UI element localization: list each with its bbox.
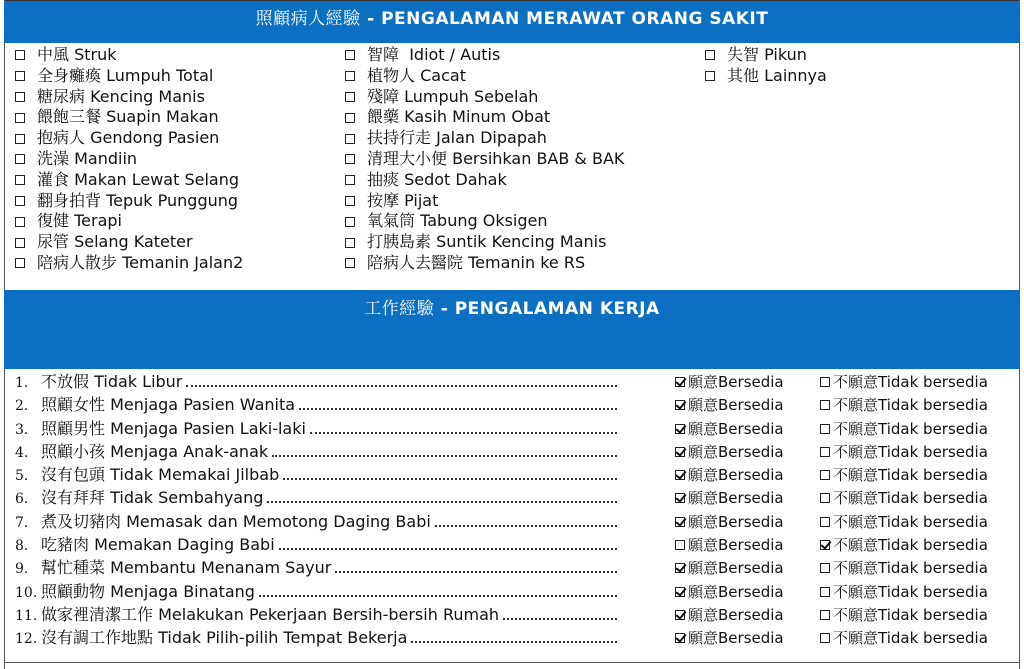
table-row [15,581,1015,604]
option-bersedia-zh: 願意 [688,512,719,531]
option-bersedia-zh: 願意 [688,396,719,415]
option-tidak-bersedia-zh: 不願意 [833,373,879,391]
checkbox-tidak-bersedia[interactable] [820,424,830,434]
option-tidak-bersedia-id: Tidak bersedia [878,582,988,601]
bottom-divider [4,662,1020,663]
checkbox[interactable] [345,92,355,102]
checkbox-tidak-bersedia[interactable] [820,447,830,457]
work-item-label-id: Membantu Menanam Sayur [110,558,332,578]
option-bersedia[interactable] [675,581,784,603]
work-title-zh: 工作經驗 [364,299,435,319]
dotted-leader [503,606,617,620]
care-item[interactable] [15,232,243,253]
care-column-2 [345,45,624,274]
work-item-label-zh: 照顧動物 [41,581,106,601]
care-item-label-zh: 按摩 [367,190,400,210]
work-item-label-zh: 照顧男性 [41,418,106,438]
care-item-label-zh: 翻身拍背 [37,190,102,210]
work-item-label-zh: 吃豬肉 [41,535,90,555]
dotted-leader [272,443,617,457]
work-title-id: PENGALAMAN KERJA [454,299,660,319]
option-bersedia-zh: 願意 [688,373,719,391]
care-section-header [4,1,1020,43]
checkbox[interactable] [15,175,25,185]
care-item[interactable] [15,66,243,87]
checkbox[interactable] [345,175,355,185]
work-item-label [15,534,617,557]
option-bersedia-id: Bersedia [718,559,784,578]
care-item[interactable] [345,253,624,274]
checkbox-bersedia[interactable] [675,400,685,410]
care-item-label-zh: 陪病人散步 [37,252,118,272]
work-item-label-zh: 煮及切豬肉 [41,511,122,531]
checkbox-tidak-bersedia[interactable] [820,610,830,620]
option-bersedia[interactable] [675,511,784,533]
work-item-label-id: Menjaga Pasien Wanita [110,395,296,415]
option-tidak-bersedia[interactable] [820,418,988,440]
care-item-label-zh: 智障 [367,45,400,64]
care-item-label-id: Kasih Minum Obat [404,107,551,127]
work-item-label-zh: 沒有包頭 [41,465,106,485]
care-item[interactable] [15,191,243,212]
checkbox[interactable] [15,134,25,144]
care-item-label-zh: 打胰島素 [367,232,432,252]
care-item-label-id: Suntik Kencing Manis [436,232,607,252]
checkbox-tidak-bersedia[interactable] [820,470,830,480]
care-item-label-zh: 植物人 [367,65,416,85]
checkbox[interactable] [15,196,25,206]
checkbox-bersedia[interactable] [675,377,685,387]
option-tidak-bersedia-id: Tidak bersedia [878,396,988,415]
option-tidak-bersedia[interactable] [820,534,988,556]
care-item-label-zh: 其他 [727,65,760,85]
care-item[interactable] [345,170,624,191]
work-item-label [15,511,617,534]
table-row [15,371,1015,394]
care-item-label-id: Kencing Manis [90,86,205,106]
care-item-label-id: Bersihkan BAB & BAK [452,148,625,168]
row-number: 3. [15,421,29,438]
option-tidak-bersedia-zh: 不願意 [833,442,879,461]
row-number: 5. [15,468,29,485]
checkbox-tidak-bersedia[interactable] [820,493,830,503]
option-bersedia-zh: 願意 [688,419,719,438]
option-bersedia-id: Bersedia [718,536,784,555]
table-row [15,418,1015,441]
care-item-label-id: Jalan Dipapah [436,128,547,148]
option-tidak-bersedia-id: Tidak bersedia [878,536,988,555]
care-item-label-id: Pikun [764,45,807,64]
care-column-3 [705,45,827,87]
care-item-label-id: Makan Lewat Selang [74,169,240,189]
checkbox[interactable] [345,154,355,164]
option-bersedia[interactable] [675,604,784,626]
option-bersedia-zh: 願意 [688,582,719,601]
care-item-label-zh: 糖尿病 [37,86,86,106]
care-item-label-zh: 失智 [727,45,760,64]
work-item-label-zh: 照顧女性 [41,395,106,415]
option-tidak-bersedia-id: Tidak bersedia [878,559,988,578]
work-item-label-zh: 幫忙種菜 [41,558,106,578]
care-item-label-zh: 清理大小便 [367,148,448,168]
option-bersedia-id: Bersedia [718,489,784,508]
table-row [15,394,1015,417]
work-item-label [15,464,617,487]
option-tidak-bersedia-zh: 不願意 [833,559,879,578]
option-bersedia[interactable] [675,627,784,649]
table-row [15,487,1015,510]
work-item-label-id: Memasak dan Memotong Daging Babi [126,511,431,531]
care-item-label-zh: 尿管 [37,232,70,252]
care-item-label-id: Tepuk Punggung [106,190,239,210]
care-item-label-zh: 陪病人去醫院 [367,252,464,272]
work-item-label [15,604,617,627]
care-item[interactable] [15,211,243,232]
option-tidak-bersedia-id: Tidak bersedia [878,373,988,391]
checkbox[interactable] [15,92,25,102]
work-item-label [15,487,617,510]
care-item-label-id: Pijat [404,190,439,210]
checkbox-bersedia[interactable] [675,633,685,643]
work-item-label-zh: 做家裡清潔工作 [41,604,154,624]
row-number: 12. [15,631,38,648]
checkbox-bersedia[interactable] [675,517,685,527]
work-item-label-id: Menjaga Binatang [110,581,255,601]
checkbox-tidak-bersedia[interactable] [820,377,830,387]
work-section-title [4,290,1020,327]
option-bersedia-id: Bersedia [718,419,784,438]
work-item-label-zh: 不放假 [41,372,90,391]
option-tidak-bersedia-zh: 不願意 [833,629,879,648]
checkbox-bersedia[interactable] [675,424,685,434]
option-tidak-bersedia-zh: 不願意 [833,396,879,415]
option-tidak-bersedia-zh: 不願意 [833,605,879,624]
option-tidak-bersedia-zh: 不願意 [833,419,879,438]
care-item-label-zh: 氧氣筒 [367,211,416,231]
option-tidak-bersedia[interactable] [820,394,988,416]
care-item-label-zh: 餵飽三餐 [37,107,102,127]
row-number: 4. [15,444,29,461]
option-bersedia-zh: 願意 [688,536,719,555]
work-item-label-id: Menjaga Anak-anak [110,441,269,461]
care-item[interactable] [15,107,243,128]
care-item[interactable] [345,87,624,108]
care-title-separator: - [360,9,382,29]
table-row [15,627,1015,650]
dotted-leader [411,629,617,643]
table-row [15,511,1015,534]
care-title-zh: 照顧病人經驗 [255,9,361,29]
option-bersedia-id: Bersedia [718,512,784,531]
option-bersedia-zh: 願意 [688,559,719,578]
checkbox[interactable] [345,238,355,248]
care-item-label-id: Suapin Makan [106,107,219,127]
care-item-label-id: Mandiin [74,148,138,168]
checkbox[interactable] [345,113,355,123]
care-item-label-id: Temanin Jalan2 [122,252,244,272]
work-item-label-id: Tidak Memakai Jilbab [110,465,280,485]
dotted-leader [435,513,617,527]
table-row [15,557,1015,580]
option-bersedia-id: Bersedia [718,442,784,461]
checkbox[interactable] [15,258,25,268]
dotted-leader [259,583,617,597]
care-item-label-zh: 扶持行走 [367,128,432,148]
checkbox[interactable] [15,71,25,81]
checkbox[interactable] [705,71,715,81]
row-number: 10. [15,584,38,601]
option-tidak-bersedia-id: Tidak bersedia [878,489,988,508]
care-section-title [4,1,1020,37]
table-row [15,534,1015,557]
care-item-label-zh: 抱病人 [37,128,86,148]
care-item-label-zh: 灌食 [37,169,70,189]
care-item-label-id: Lumpuh Sebelah [404,86,539,106]
work-experience-list [15,371,1015,651]
checkbox-bersedia[interactable] [675,447,685,457]
option-bersedia-zh: 願意 [688,605,719,624]
checkbox-tidak-bersedia[interactable] [820,400,830,410]
row-number: 1. [15,375,29,391]
option-tidak-bersedia-id: Tidak bersedia [878,629,988,648]
checkbox-bersedia[interactable] [675,470,685,480]
option-tidak-bersedia[interactable] [820,441,988,463]
option-bersedia[interactable] [675,394,784,416]
option-tidak-bersedia-id: Tidak bersedia [878,605,988,624]
option-tidak-bersedia[interactable] [820,511,988,533]
option-bersedia[interactable] [675,441,784,463]
work-item-label-id: Tidak Pilih-pilih Tempat Bekerja [158,628,408,648]
option-tidak-bersedia[interactable] [820,557,988,579]
checkbox[interactable] [15,154,25,164]
work-item-label-id: Tidak Libur [94,372,183,391]
work-item-label-id: Tidak Sembahyang [110,488,264,508]
option-bersedia[interactable] [675,557,784,579]
checkbox[interactable] [345,196,355,206]
care-item[interactable] [15,128,243,149]
care-item-label-zh: 復健 [37,211,70,231]
checkbox[interactable] [15,217,25,227]
care-item[interactable] [345,211,624,232]
care-item-label-id: Tabung Oksigen [420,211,548,231]
care-item-label-id: Selang Kateter [74,232,193,252]
care-item[interactable] [345,191,624,212]
option-tidak-bersedia-zh: 不願意 [833,489,879,508]
work-item-label-zh: 沒有調工作地點 [41,628,154,648]
row-number: 7. [15,514,29,531]
option-bersedia-id: Bersedia [718,629,784,648]
work-section-header [4,290,1020,369]
row-number: 11. [15,607,38,624]
care-item[interactable] [15,253,243,274]
care-item[interactable] [15,149,243,170]
checkbox-tidak-bersedia[interactable] [820,540,830,550]
checkbox[interactable] [345,71,355,81]
option-bersedia-zh: 願意 [688,466,719,485]
work-item-label-id: Memakan Daging Babi [94,535,275,555]
work-item-label [15,581,617,604]
care-item-label-zh: 中風 [37,45,70,64]
option-bersedia-id: Bersedia [718,605,784,624]
care-item[interactable] [705,66,827,87]
table-row [15,441,1015,464]
checkbox-tidak-bersedia[interactable] [820,517,830,527]
care-item-label-id: Temanin ke RS [468,252,586,272]
option-tidak-bersedia[interactable] [820,627,988,649]
checkbox-bersedia[interactable] [675,540,685,550]
care-item-label-id: Cacat [420,65,466,85]
checkbox-tidak-bersedia[interactable] [820,587,830,597]
care-item-label-id: Lainnya [764,65,827,85]
care-item[interactable] [345,66,624,87]
option-bersedia[interactable] [675,371,784,393]
option-tidak-bersedia[interactable] [820,604,988,626]
row-number: 2. [15,398,29,415]
option-tidak-bersedia-id: Tidak bersedia [878,419,988,438]
checkbox[interactable] [15,113,25,123]
option-tidak-bersedia[interactable] [820,371,988,393]
row-number: 8. [15,538,29,555]
option-tidak-bersedia-zh: 不願意 [833,536,879,555]
care-column-1 [15,45,243,274]
dotted-leader [283,466,617,480]
option-bersedia[interactable] [675,534,784,556]
option-tidak-bersedia-zh: 不願意 [833,466,879,485]
option-bersedia[interactable] [675,464,784,486]
checkbox-bersedia[interactable] [675,493,685,503]
work-item-label-zh: 照顧小孩 [41,441,106,461]
option-bersedia-id: Bersedia [718,396,784,415]
care-item-label-zh: 抽痰 [367,169,400,189]
table-row [15,604,1015,627]
option-bersedia-zh: 願意 [688,442,719,461]
care-item-label-id: Sedot Dahak [404,169,507,189]
care-item-label-id: Gendong Pasien [90,128,220,148]
dotted-leader [279,536,617,550]
work-title-separator: - [434,299,455,319]
care-item-label-zh: 餵藥 [367,107,400,127]
dotted-leader [335,559,617,573]
care-item[interactable] [345,107,624,128]
checkbox[interactable] [345,258,355,268]
option-tidak-bersedia[interactable] [820,487,988,509]
work-item-label-id: Melakukan Pekerjaan Bersih-bersih Rumah [158,604,500,624]
care-item-label-id: Lumpuh Total [106,65,214,85]
option-tidak-bersedia-id: Tidak bersedia [878,512,988,531]
row-number: 6. [15,491,29,508]
care-item[interactable] [15,45,243,66]
row-number: 9. [15,561,29,578]
checkbox[interactable] [705,50,715,60]
work-item-label [15,371,617,394]
option-tidak-bersedia-id: Tidak bersedia [878,442,988,461]
dotted-leader [267,489,617,503]
checkbox[interactable] [15,50,25,60]
checkbox-bersedia[interactable] [675,610,685,620]
care-item[interactable] [345,149,624,170]
care-item-label-zh: 洗澡 [37,148,70,168]
checkbox[interactable] [345,134,355,144]
checkbox-tidak-bersedia[interactable] [820,633,830,643]
checkbox[interactable] [345,217,355,227]
work-item-label-zh: 沒有拜拜 [41,488,106,508]
work-item-label-id: Menjaga Pasien Laki-laki [110,418,306,438]
checkbox[interactable] [15,238,25,248]
option-bersedia-id: Bersedia [718,373,784,391]
care-item[interactable] [345,45,624,66]
care-item-label-zh: 殘障 [367,86,400,106]
option-tidak-bersedia-zh: 不願意 [833,582,879,601]
care-title-id: PENGALAMAN MERAWAT ORANG SAKIT [381,9,769,29]
dotted-leader [310,420,617,434]
care-item[interactable] [705,45,827,66]
checkbox-tidak-bersedia[interactable] [820,563,830,573]
work-item-label [15,441,617,464]
care-item-label-id: Idiot / Autis [404,45,501,64]
option-bersedia-zh: 願意 [688,489,719,508]
care-item[interactable] [345,232,624,253]
option-tidak-bersedia[interactable] [820,464,988,486]
option-bersedia-zh: 願意 [688,629,719,648]
dotted-leader [186,373,617,387]
checkbox[interactable] [345,50,355,60]
work-item-label [15,418,617,441]
table-row [15,464,1015,487]
option-bersedia[interactable] [675,487,784,509]
work-item-label [15,627,617,650]
dotted-leader [299,396,617,410]
work-item-label [15,557,617,580]
option-bersedia-id: Bersedia [718,466,784,485]
care-item[interactable] [15,87,243,108]
checkbox-bersedia[interactable] [675,587,685,597]
checkbox-bersedia[interactable] [675,563,685,573]
option-tidak-bersedia-zh: 不願意 [833,512,879,531]
option-tidak-bersedia-id: Tidak bersedia [878,466,988,485]
care-item-label-zh: 全身癱瘓 [37,65,102,85]
care-item[interactable] [345,128,624,149]
care-item-label-id: Terapi [74,211,122,231]
option-bersedia-id: Bersedia [718,582,784,601]
option-tidak-bersedia[interactable] [820,581,988,603]
care-item-label-id: Struk [74,45,117,64]
care-item[interactable] [15,170,243,191]
work-item-label [15,394,617,417]
option-bersedia[interactable] [675,418,784,440]
